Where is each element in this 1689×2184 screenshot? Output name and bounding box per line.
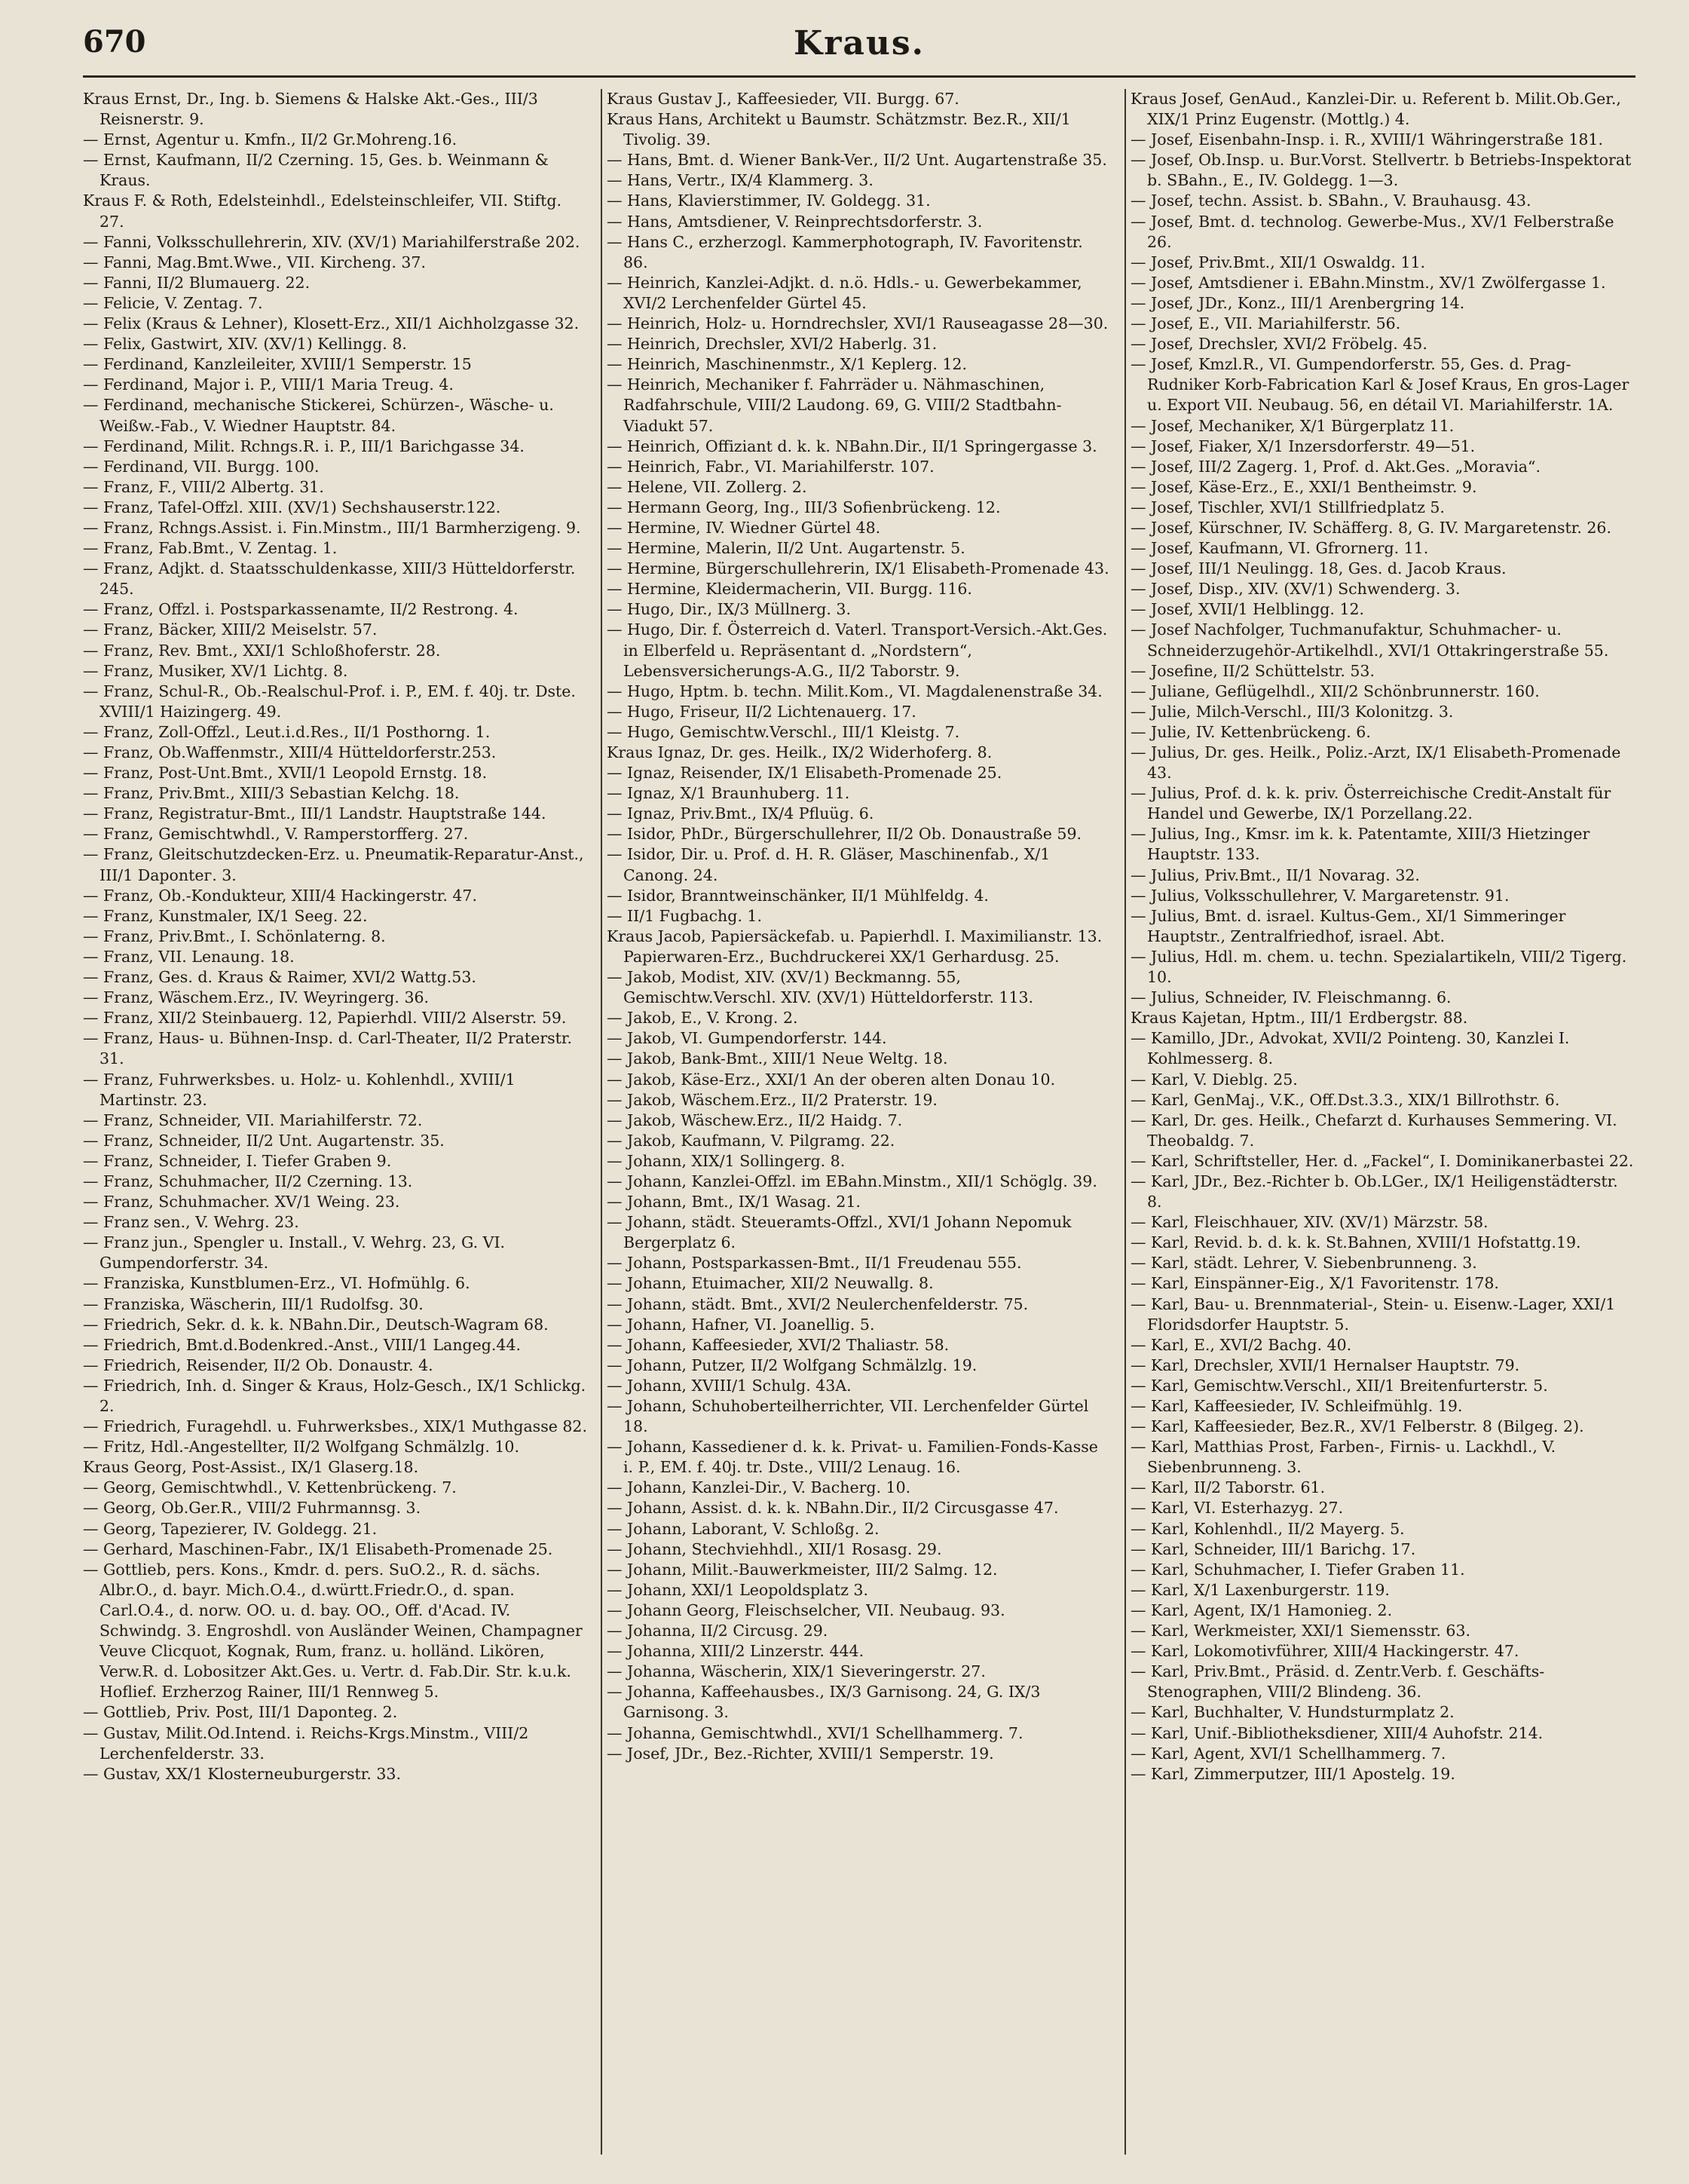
directory-entry: — Karl, Gemischtw.Verschl., XII/1 Breitenfurterstr. 5. [1131,1376,1548,1395]
directory-entry: — Friedrich, Sekr. d. k. k. NBahn.Dir., Deutsch-Wagram 68. [83,1315,549,1334]
directory-entry: — Julie, IV. Kettenbrückeng. 6. [1131,722,1371,741]
directory-entry: — Isidor, PhDr., Bürgerschullehrer, II/2 Ob. Donaustraße 59. [607,825,1082,844]
directory-entry: — Josef, Kmzl.R., VI. Gumpendorferstr. 55, Ges. d. Prag-Rudniker Korb-Fabrication Karl & Josef Kraus, En gros-Lager u. Export VII. Neubaug. 56, en détail VI. Mariahilferstr. 1A. [1131,355,1629,415]
directory-entry: — Franz, F., VIII/2 Albertg. 31. [83,477,324,496]
directory-entry: Kraus F. & Roth, Edelsteinhdl., Edelsteinschleifer, VII. Stiftg. 27. [83,191,562,231]
directory-entry: — Heinrich, Kanzlei-Adjkt. d. n.ö. Hdls.- u. Gewerbekammer, XVI/2 Lerchenfelder Gürtel 45. [607,273,1082,312]
directory-entry: — Karl, Revid. b. d. k. k. St.Bahnen, XVIII/1 Hofstattg.19. [1131,1233,1581,1252]
directory-entry: — Hans, Vertr., IX/4 Klammerg. 3. [607,171,874,190]
directory-entry: — Franz, Registratur-Bmt., III/1 Landstr. Hauptstraße 144. [83,804,546,823]
directory-entry: — Julius, Bmt. d. israel. Kultus-Gem., XI/1 Simmeringer Hauptstr., Zentralfriedhof, israel. Abt. [1131,906,1566,945]
directory-entry: — Jakob, Bank-Bmt., XIII/1 Neue Weltg. 18. [607,1049,948,1068]
column-right [1131,89,1635,2155]
directory-entry: — Karl, V. Dieblg. 25. [1131,1070,1298,1089]
directory-entry: — Gustav, Milit.Od.Intend. i. Reichs-Krgs.Minstm., VIII/2 Lerchenfelderstr. 33. [83,1723,529,1763]
directory-entry: — Hermine, Kleidermacherin, VII. Burgg. 116. [607,580,972,599]
directory-entry: — Johann, Milit.-Bauwerkmeister, III/2 Salmg. 12. [607,1560,998,1579]
directory-entry: — Johann, Postsparkassen-Bmt., II/1 Freudenau 555. [607,1254,1022,1273]
directory-entry: — Franz, Ges. d. Kraus & Raimer, XVI/2 Wattg.53. [83,968,476,987]
directory-entry: — Karl, Priv.Bmt., Präsid. d. Zentr.Verb. f. Geschäfts-Stenographen, VIII/2 Blindeng. 36. [1131,1662,1545,1702]
directory-entry: — Josef, techn. Assist. b. SBahn., V. Brauhausg. 43. [1131,191,1531,210]
directory-entry: — Julius, Prof. d. k. k. priv. Österreichische Credit-Anstalt für Handel und Gewerbe, IX/1 Porzellang.22. [1131,784,1611,823]
directory-entry: — Karl, Schneider, III/1 Barichg. 17. [1131,1539,1416,1558]
directory-entry: — Julius, Hdl. m. chem. u. techn. Spezialartikeln, VIII/2 Tigerg. 10. [1131,947,1627,987]
directory-entry: — Franz, Offzl. i. Postsparkassenamte, II/2 Restrong. 4. [83,600,519,619]
directory-entry: — Johann, Bmt., IX/1 Wasag. 21. [607,1193,861,1211]
directory-entry: — Karl, Kaffeesieder, Bez.R., XV/1 Felberstr. 8 (Bilgeg. 2). [1131,1417,1584,1436]
directory-entry: — Friedrich, Furagehdl. u. Fuhrwerksbes., XIX/1 Muthgasse 82. [83,1417,587,1436]
directory-entry: — Friedrich, Inh. d. Singer & Kraus, Holz-Gesch., IX/1 Schlickg. 2. [83,1376,586,1415]
directory-entry: — Franziska, Kunstblumen-Erz., VI. Hofmühlg. 6. [83,1274,470,1293]
directory-entry: Kraus Jacob, Papiersäckefab. u. Papierhdl. I. Maximilianstr. 13. Papierwaren-Erz., Buchdruckerei XX/1 Gerhardusg. 25. [607,927,1103,966]
directory-entry: — Juliane, Geflügelhdl., XII/2 Schönbrunnerstr. 160. [1131,682,1540,700]
directory-entry: — Karl, JDr., Bez.-Richter b. Ob.LGer., IX/1 Heiligenstädterstr. 8. [1131,1172,1618,1211]
directory-entry: — Karl, Bau- u. Brennmaterial-, Stein- u. Eisenw.-Lager, XXI/1 Floridsdorfer Hauptstr. 5. [1131,1294,1616,1334]
directory-entry: — Josef, III/2 Zagerg. 1, Prof. d. Akt.Ges. „Moravia“. [1131,457,1541,476]
directory-entry: — Felix (Kraus & Lehner), Klosett-Erz., XII/1 Aichholzgasse 32. [83,314,580,333]
directory-entry: — Johann, Hafner, VI. Joanellig. 5. [607,1315,875,1334]
directory-entry: — Ernst, Agentur u. Kmfn., II/2 Gr.Mohreng.16. [83,130,457,149]
directory-entry: — Franz, Fuhrwerksbes. u. Holz- u. Kohlenhdl., XVIII/1 Martinstr. 23. [83,1070,516,1109]
directory-entry: — Franz, Priv.Bmt., I. Schönlaterng. 8. [83,927,386,945]
directory-entry: — Karl, Unif.-Bibliotheksdiener, XIII/4 Auhofstr. 214. [1131,1723,1544,1742]
directory-entry: — Josef, Fiaker, X/1 Inzersdorferstr. 49—51. [1131,436,1476,455]
directory-entry: — Jakob, Käse-Erz., XXI/1 An der oberen alten Donau 10. [607,1070,1056,1089]
directory-entry: — Johann, Etuimacher, XII/2 Neuwallg. 8. [607,1274,934,1293]
directory-entry: Kraus Ignaz, Dr. ges. Heilk., IX/2 Widerhoferg. 8. [607,743,993,761]
directory-entry: — II/1 Fugbachg. 1. [607,906,762,925]
directory-entry: — Franz, Schneider, II/2 Unt. Augartenstr. 35. [83,1131,445,1150]
directory-entry: — Ignaz, Reisender, IX/1 Elisabeth-Promenade 25. [607,764,1002,783]
directory-entry: — Johann, Kaffeesieder, XVI/2 Thaliastr. 58. [607,1335,950,1354]
directory-entry: — Josef, E., VII. Mariahilferstr. 56. [1131,314,1401,333]
directory-entry: — Karl, Werkmeister, XXI/1 Siemensstr. 63. [1131,1622,1471,1640]
directory-entry: — Fanni, II/2 Blumauerg. 22. [83,273,311,292]
directory-entry: — Franz, Schuhmacher. XV/1 Weing. 23. [83,1193,400,1211]
directory-entry: — Franz, Haus- u. Bühnen-Insp. d. Carl-Theater, II/2 Praterstr. 31. [83,1029,572,1068]
directory-entry: — Georg, Tapezierer, IV. Goldegg. 21. [83,1519,378,1538]
directory-entry: — Karl, VI. Esterhazyg. 27. [1131,1499,1344,1518]
directory-entry: — Hugo, Dir. f. Österreich d. Vaterl. Transport-Versich.-Akt.Ges. in Elberfeld u. Repräsentant d. „Nordstern“, Lebensversicherungs-A.G., II/2 Taborstr. 9. [607,620,1108,680]
directory-entry: — Franz, Zoll-Offzl., Leut.i.d.Res., II/1 Posthorng. 1. [83,722,491,741]
directory-entry: — Franz, Ob.Waffenmstr., XIII/4 Hütteldorferstr.253. [83,743,497,761]
directory-entry: Kraus Hans, Architekt u Baumstr. Schätzmstr. Bez.R., XII/1 Tivolig. 39. [607,110,1071,149]
directory-entry: — Franz, Adjkt. d. Staatsschuldenkasse, XIII/3 Hütteldorferstr. 245. [83,559,576,599]
page-number: 670 [83,24,146,60]
directory-entry: — Friedrich, Bmt.d.Bodenkred.-Anst., VIII/1 Langeg.44. [83,1335,522,1354]
directory-entry: — Johanna, Gemischtwhdl., XVI/1 Schellhammerg. 7. [607,1723,1023,1742]
directory-entry: — Hans, Amtsdiener, V. Reinprechtsdorferstr. 3. [607,212,983,231]
directory-entry: — Josef, Disp., XIV. (XV/1) Schwenderg. 3. [1131,580,1461,599]
directory-entry: — Ignaz, Priv.Bmt., IX/4 Pfluüg. 6. [607,804,874,823]
entry-columns [83,89,1635,2155]
directory-entry: Kraus Gustav J., Kaffeesieder, VII. Burgg. 67. [607,90,959,108]
directory-entry: — Hans, Klavierstimmer, IV. Goldegg. 31. [607,191,931,210]
directory-entry: — Franz, VII. Lenaung. 18. [83,947,295,966]
directory-entry: — Johann, XIX/1 Sollingerg. 8. [607,1151,846,1170]
directory-entry: Kraus Georg, Post-Assist., IX/1 Glaserg.18. [83,1458,419,1477]
directory-entry: — Karl, GenMaj., V.K., Off.Dst.3.3., XIX/1 Billrothstr. 6. [1131,1090,1560,1109]
directory-entry: — Karl, Fleischhauer, XIV. (XV/1) Märzstr. 58. [1131,1213,1489,1232]
directory-entry: — Johann, Stechviehhdl., XII/1 Rosasg. 29. [607,1539,942,1558]
directory-entry: — Franz, Wäschem.Erz., IV. Weyringerg. 36. [83,988,430,1007]
directory-entry: — Julius, Schneider, IV. Fleischmanng. 6. [1131,988,1452,1007]
directory-entry: — Ferdinand, Kanzleileiter, XVIII/1 Semperstr. 15 [83,355,472,374]
directory-entry: — Jakob, VI. Gumpendorferstr. 144. [607,1029,887,1048]
directory-entry: — Julie, Milch-Verschl., III/3 Kolonitzg. 3. [1131,702,1454,721]
directory-entry: — Gottlieb, Priv. Post, III/1 Daponteg. 2. [83,1703,398,1722]
directory-entry: — Isidor, Branntweinschänker, II/1 Mühlfeldg. 4. [607,886,989,905]
directory-entry: — Karl, Drechsler, XVII/1 Hernalser Hauptstr. 79. [1131,1355,1520,1374]
directory-entry: — Felix, Gastwirt, XIV. (XV/1) Kellingg. 8. [83,335,407,354]
directory-entry: — Franz, Gemischtwhdl., V. Ramperstorfferg. 27. [83,825,469,844]
directory-entry: — Karl, Agent, XVI/1 Schellhammerg. 7. [1131,1744,1446,1763]
directory-entry: — Karl, II/2 Taborstr. 61. [1131,1478,1326,1497]
directory-entry: — Karl, X/1 Laxenburgerstr. 119. [1131,1580,1390,1599]
directory-entry: — Karl, Zimmerputzer, III/1 Apostelg. 19. [1131,1764,1455,1783]
directory-entry: — Franz, Musiker, XV/1 Lichtg. 8. [83,661,348,680]
directory-entry: — Ernst, Kaufmann, II/2 Czerning. 15, Ges. b. Weinmann & Kraus. [83,151,549,190]
directory-entry: — Josef, Ob.Insp. u. Bur.Vorst. Stellvertr. b Betriebs-Inspektorat b. SBahn., E., IV. Goldegg. 1—3. [1131,151,1632,190]
directory-entry: — Josef, Priv.Bmt., XII/1 Oswaldg. 11. [1131,253,1426,271]
directory-entry: — Josef, Tischler, XVI/1 Stillfriedplatz 5. [1131,498,1445,516]
directory-entry: — Franziska, Wäscherin, III/1 Rudolfsg. 30. [83,1294,424,1313]
directory-entry: — Julius, Volksschullehrer, V. Margaretenstr. 91. [1131,886,1510,905]
directory-entry: — Heinrich, Offiziant d. k. k. NBahn.Dir., II/1 Springergasse 3. [607,436,1097,455]
directory-entry: Kraus Josef, GenAud., Kanzlei-Dir. u. Referent b. Milit.Ob.Ger., XIX/1 Prinz Eugenstr. (Mottlg.) 4. [1131,90,1621,129]
directory-entry: — Johann, Putzer, II/2 Wolfgang Schmälzlg. 19. [607,1355,978,1374]
directory-entry: — Josef, Kaufmann, VI. Gfrornerg. 11. [1131,539,1429,558]
directory-entry: — Johann Georg, Fleischselcher, VII. Neubaug. 93. [607,1600,1005,1619]
directory-entry: — Karl, Kaffeesieder, IV. Schleifmühlg. 19. [1131,1397,1463,1415]
directory-entry: — Hans, Bmt. d. Wiener Bank-Ver., II/2 Unt. Augartenstraße 35. [607,151,1107,170]
directory-entry: — Friedrich, Reisender, II/2 Ob. Donaustr. 4. [83,1355,433,1374]
directory-entry: — Johann, XXI/1 Leopoldsplatz 3. [607,1580,868,1599]
directory-entry: — Johann, Kanzlei-Offzl. im EBahn.Minstm., XII/1 Schöglg. 39. [607,1172,1097,1190]
directory-entry: — Jakob, E., V. Krong. 2. [607,1009,798,1028]
column-left [83,89,588,2155]
directory-entry: — Hermann Georg, Ing., III/3 Sofienbrückeng. 12. [607,498,1001,516]
directory-entry: Kraus Kajetan, Hptm., III/1 Erdbergstr. 88. [1131,1009,1468,1028]
directory-entry: — Josef, XVII/1 Helblingg. 12. [1131,600,1365,619]
directory-entry: — Jakob, Modist, XIV. (XV/1) Beckmanng. 55, Gemischtw.Verschl. XIV. (XV/1) Hütteldorferstr. 113. [607,968,1034,1007]
directory-entry: — Heinrich, Maschinenmstr., X/1 Keplerg. 12. [607,355,967,374]
directory-entry: — Franz sen., V. Wehrg. 23. [83,1213,299,1232]
directory-entry: — Hermine, IV. Wiedner Gürtel 48. [607,518,881,537]
directory-entry: — Karl, Schuhmacher, I. Tiefer Graben 11. [1131,1560,1465,1579]
directory-entry: — Josefine, II/2 Schüttelstr. 53. [1131,661,1375,680]
directory-entry: — Johanna, Wäscherin, XIX/1 Sieveringerstr. 27. [607,1662,986,1681]
directory-entry: — Franz jun., Spengler u. Install., V. Wehrg. 23, G. VI. Gumpendorferstr. 34. [83,1233,506,1273]
directory-entry: — Johanna, Kaffeehausbes., IX/3 Garnisong. 24, G. IX/3 Garnisong. 3. [607,1683,1041,1722]
directory-entry: — Johann, städt. Steueramts-Offzl., XVI/1 Johann Nepomuk Bergerplatz 6. [607,1213,1072,1252]
directory-entry: — Franz, XII/2 Steinbauerg. 12, Papierhdl. VIII/2 Alserstr. 59. [83,1009,567,1028]
directory-entry: — Karl, Kohlenhdl., II/2 Mayerg. 5. [1131,1519,1405,1538]
directory-entry: — Josef, Bmt. d. technolog. Gewerbe-Mus., XV/1 Felberstraße 26. [1131,212,1614,251]
directory-entry: — Heinrich, Holz- u. Horndrechsler, XVI/1 Rauseagasse 28—30. [607,314,1109,333]
directory-entry: — Gerhard, Maschinen-Fabr., IX/1 Elisabeth-Promenade 25. [83,1539,553,1558]
directory-entry: — Jakob, Wäschew.Erz., II/2 Haidg. 7. [607,1110,903,1129]
directory-entry: — Fanni, Volksschullehrerin, XIV. (XV/1) Mariahilferstraße 202. [83,232,580,251]
directory-entry: — Gottlieb, pers. Kons., Kmdr. d. pers. SuO.2., R. d. sächs. Albr.O., d. bayr. Mich.O.4., d.württ.Friedr.O., d. span. Carl.O.4., d. norw. OO. u. d. bay. OO., Off. d'Acad. IV. Schwindg. 3. Engroshdl. von Ausländer Weinen, Champagner Veuve Clicquot, Kognak, Rum, franz. u. holländ. Likören, Verw.R. d. Lobositzer Akt.Ges. u. Vertr. d. Fab.Dir. Str. k.u.k. Hoflief. Erzherzog Rainer, III/1 Rennweg 5. [83,1560,583,1702]
directory-entry: — Franz, Rev. Bmt., XXI/1 Schloßhoferstr. 28. [83,641,441,660]
directory-entry: — Hermine, Malerin, II/2 Unt. Augartenstr. 5. [607,539,965,558]
directory-entry: — Karl, Dr. ges. Heilk., Chefarzt d. Kurhauses Semmering. VI. Theobaldg. 7. [1131,1110,1617,1150]
directory-entry: — Franz, Rchngs.Assist. i. Fin.Minstm., III/1 Barmherzigeng. 9. [83,518,581,537]
directory-entry: — Franz, Ob.-Kondukteur, XIII/4 Hackingerstr. 47. [83,886,477,905]
directory-entry: — Josef, III/1 Neulingg. 18, Ges. d. Jacob Kraus. [1131,559,1507,578]
directory-entry: — Josef, Eisenbahn-Insp. i. R., XVIII/1 Währingerstraße 181. [1131,130,1603,149]
directory-entry: — Kamillo, JDr., Advokat, XVII/2 Pointeng. 30, Kanzlei I. Kohlmesserg. 8. [1131,1029,1570,1068]
directory-entry: — Ignaz, X/1 Braunhuberg. 11. [607,784,850,803]
directory-entry: — Josef, JDr., Bez.-Richter, XVIII/1 Semperstr. 19. [607,1744,994,1763]
directory-entry: — Franz, Schneider, VII. Mariahilferstr. 72. [83,1110,423,1129]
directory-entry: — Julius, Dr. ges. Heilk., Poliz.-Arzt, IX/1 Elisabeth-Promenade 43. [1131,743,1621,783]
directory-entry: — Heinrich, Drechsler, XVI/2 Haberlg. 31. [607,335,938,354]
directory-entry: — Franz, Schul-R., Ob.-Realschul-Prof. i. P., EM. f. 40j. tr. Dste. XVIII/1 Haizingerg. 49. [83,682,576,721]
directory-entry: — Johanna, II/2 Circusg. 29. [607,1622,828,1640]
directory-entry: — Johann, Laborant, V. Schloßg. 2. [607,1519,880,1538]
directory-entry: — Isidor, Dir. u. Prof. d. H. R. Gläser, Maschinenfab., X/1 Canong. 24. [607,845,1051,884]
directory-entry: — Karl, Buchhalter, V. Hundsturmplatz 2. [1131,1703,1455,1722]
directory-entry: — Franz, Bäcker, XIII/2 Meiselstr. 57. [83,620,378,639]
directory-entry: — Johann, Kanzlei-Dir., V. Bacherg. 10. [607,1478,911,1497]
directory-entry: — Georg, Ob.Ger.R., VIII/2 Fuhrmannsg. 3. [83,1499,421,1518]
directory-entry: — Heinrich, Fabr., VI. Mariahilferstr. 107. [607,457,935,476]
column-middle [607,89,1112,2155]
directory-entry: — Franz, Schuhmacher, II/2 Czerning. 13. [83,1172,413,1190]
directory-entry: — Julius, Ing., Kmsr. im k. k. Patentamte, XIII/3 Hietzinger Hauptstr. 133. [1131,825,1590,864]
directory-entry: — Josef, JDr., Konz., III/1 Arenbergring 14. [1131,293,1465,312]
directory-entry: — Julius, Priv.Bmt., II/1 Novarag. 32. [1131,865,1420,884]
directory-entry: — Karl, Schriftsteller, Her. d. „Fackel“, I. Dominikanerbastei 22. [1131,1151,1634,1170]
directory-entry: — Josef, Drechsler, XVI/2 Fröbelg. 45. [1131,335,1427,354]
directory-entry: — Franz, Gleitschutzdecken-Erz. u. Pneumatik-Reparatur-Anst., III/1 Dapontег. 3. [83,845,584,884]
directory-entry: — Heinrich, Mechaniker f. Fahrräder u. Nähmaschinen, Radfahrschule, VIII/2 Laudong. 69, G. VIII/2 Stadtbahn-Viadukt 57. [607,375,1062,435]
directory-entry: — Josef, Amtsdiener i. EBahn.Minstm., XV/1 Zwölfergasse 1. [1131,273,1606,292]
directory-entry: — Karl, Agent, IX/1 Hamonieg. 2. [1131,1600,1393,1619]
directory-entry: — Hugo, Dir., IX/3 Müllnerg. 3. [607,600,851,619]
directory-entry: — Josef, Mechaniker, X/1 Bürgerplatz 11. [1131,416,1455,435]
directory-entry: — Josef, Käse-Erz., E., XXI/1 Bentheimstr. 9. [1131,477,1477,496]
directory-entry: — Johann, Schuhoberteilherrichter, VII. Lerchenfelder Gürtel 18. [607,1397,1089,1436]
directory-entry: — Georg, Gemischtwhdl., V. Kettenbrückeng. 7. [83,1478,457,1497]
directory-entry: — Hans C., erzherzogl. Kammerphotograph, IV. Favoritenstr. 86. [607,232,1083,271]
directory-entry: — Hugo, Friseur, II/2 Lichtenauerg. 17. [607,702,916,721]
directory-entry: Kraus Ernst, Dr., Ing. b. Siemens & Halske Akt.-Ges., III/3 Reisnerstr. 9. [83,90,538,129]
directory-entry: — Karl, städt. Lehrer, V. Siebenbrunneng. 3. [1131,1254,1477,1273]
directory-entry: — Jakob, Kaufmann, V. Pilgramg. 22. [607,1131,895,1150]
header-rule [83,75,1635,78]
directory-entry: — Josef Nachfolger, Tuchmanufaktur, Schuhmacher- u. Schneiderzugehör-Artikelhdl., XVI/1 Ottakringerstraße 55. [1131,620,1609,660]
directory-entry: — Franz, Priv.Bmt., XIII/3 Sebastian Kelchg. 18. [83,784,460,803]
directory-entry: — Johann, städt. Bmt., XVI/2 Neulerchenfelderstr. 75. [607,1294,1029,1313]
running-head: Kraus. [793,24,925,63]
directory-entry: — Karl, E., XVI/2 Bachg. 40. [1131,1335,1352,1354]
directory-entry: — Gustav, XX/1 Klosterneuburgerstr. 33. [83,1764,401,1783]
directory-entry: — Josef, Kürschner, IV. Schäfferg. 8, G. IV. Margaretenstr. 26. [1131,518,1611,537]
page-header [83,24,1635,69]
directory-entry: — Franz, Post-Unt.Bmt., XVII/1 Leopold Ernstg. 18. [83,764,488,783]
directory-entry: — Karl, Einspänner-Eig., X/1 Favoritenstr. 178. [1131,1274,1499,1293]
directory-entry: — Jakob, Wäschem.Erz., II/2 Praterstr. 19. [607,1090,938,1109]
directory-entry: — Johann, Kassediener d. k. k. Privat- u. Familien-Fonds-Kasse i. P., EM. f. 40j. tr. Dste., VIII/2 Lenaug. 16. [607,1438,1098,1477]
directory-entry: — Helene, VII. Zollerg. 2. [607,477,807,496]
directory-entry: — Ferdinand, mechanische Stickerei, Schürzen-, Wäsche- u. Weißw.-Fab., V. Wiedner Hauptstr. 84. [83,396,554,435]
directory-entry: — Franz, Schneider, I. Tiefer Graben 9. [83,1151,392,1170]
directory-entry: — Hugo, Hptm. b. techn. Milit.Kom., VI. Magdalenenstraße 34. [607,682,1103,700]
directory-entry: — Franz, Fab.Bmt., V. Zentag. 1. [83,539,338,558]
directory-entry: — Johann, Assist. d. k. k. NBahn.Dir., II/2 Circusgasse 47. [607,1499,1059,1518]
directory-entry: — Ferdinand, VII. Burgg. 100. [83,457,320,476]
directory-entry: — Hugo, Gemischtw.Verschl., III/1 Kleistg. 7. [607,722,960,741]
directory-entry: — Johann, XVIII/1 Schulg. 43A. [607,1376,852,1395]
directory-entry: — Karl, Lokomotivführer, XIII/4 Hackingerstr. 47. [1131,1642,1519,1661]
directory-entry: — Karl, Matthias Prost, Farben-, Firnis- u. Lackhdl., V. Siebenbrunneng. 3. [1131,1438,1556,1477]
directory-entry: — Felicie, V. Zentag. 7. [83,293,263,312]
directory-entry: — Fritz, Hdl.-Angestellter, II/2 Wolfgang Schmälzlg. 10. [83,1438,519,1457]
directory-entry: — Ferdinand, Major i. P., VIII/1 Maria Treug. 4. [83,375,454,394]
directory-entry: — Franz, Tafel-Offzl. XIII. (XV/1) Sechshauserstr.122. [83,498,501,516]
directory-entry: — Franz, Kunstmaler, IX/1 Seeg. 22. [83,906,368,925]
directory-entry: — Johanna, XIII/2 Linzerstr. 444. [607,1642,864,1661]
directory-entry: — Ferdinand, Milit. Rchngs.R. i. P., III/1 Barichgasse 34. [83,436,525,455]
directory-entry: — Fanni, Mag.Bmt.Wwe., VII. Kircheng. 37. [83,253,426,271]
directory-entry: — Hermine, Bürgerschullehrerin, IX/1 Elisabeth-Promenade 43. [607,559,1109,578]
